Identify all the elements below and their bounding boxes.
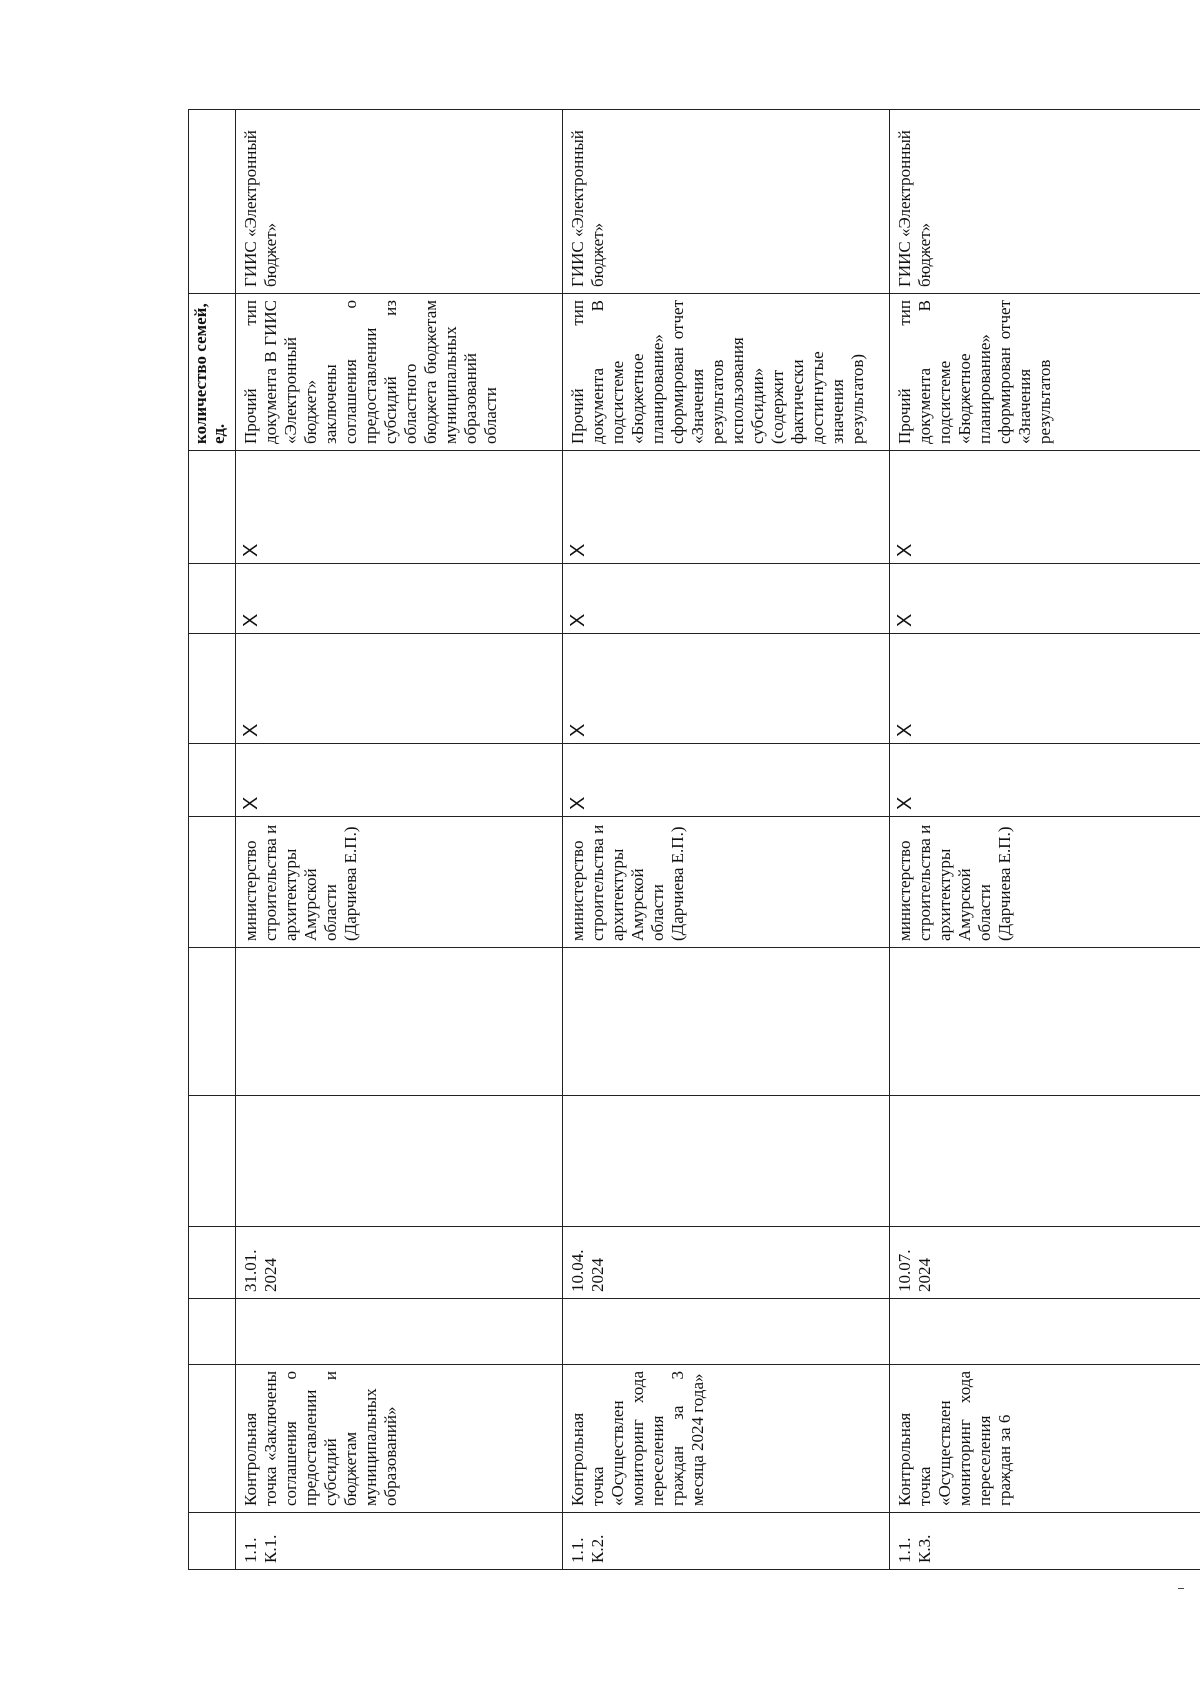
row-number: 1.1. К.3. [890, 1513, 1200, 1570]
information-system: ГИИС «Электронный бюджет» [563, 110, 890, 294]
header-cell [189, 634, 236, 744]
header-cell [189, 564, 236, 634]
x-mark: X [890, 451, 1200, 564]
x-mark: X [563, 634, 890, 744]
rotated-table-container [188, 110, 1088, 1570]
x-mark: X [236, 634, 563, 744]
table-row [236, 110, 563, 1570]
x-mark: X [563, 564, 890, 634]
table-row [890, 110, 1200, 1570]
plan-table [188, 109, 1200, 1570]
control-point-name: Контрольная точка «Осуществлен мониторинг хода переселения граждан за 6 [890, 1365, 1200, 1513]
empty-cell [563, 1096, 890, 1227]
empty-cell [890, 1299, 1200, 1365]
x-mark: X [890, 564, 1200, 634]
header-cell [189, 451, 236, 564]
table-row [563, 110, 890, 1570]
responsible-executor: министерство строительства и архитектуры Амурской области (Дарчиева Е.П.) [563, 817, 890, 948]
scan-artifact-dash [1178, 1588, 1184, 1589]
header-cell [189, 1299, 236, 1365]
control-point-name: Контрольная точка «Заключены соглашения о предоставлении субсидий и бюджетам муниципальных образований» [236, 1365, 563, 1513]
header-cell [189, 1096, 236, 1227]
deadline-date: 31.01. 2024 [236, 1227, 563, 1299]
document-type: Прочий тип документа В подсистеме «Бюджетное планирование» сформирован отчет «Значения результатов использования субсидии» (содержит фактически достигнутые значения результатов) [563, 294, 890, 451]
x-mark: X [563, 451, 890, 564]
deadline-date: 10.07. 2024 [890, 1227, 1200, 1299]
empty-cell [236, 948, 563, 1096]
x-mark: X [236, 744, 563, 817]
responsible-executor: министерство строительства и архитектуры Амурской области (Дарчиева Е.П.) [890, 817, 1200, 948]
information-system: ГИИС «Электронный бюджет» [236, 110, 563, 294]
empty-cell [563, 1299, 890, 1365]
empty-cell [563, 948, 890, 1096]
header-cell [189, 948, 236, 1096]
responsible-executor: министерство строительства и архитектуры Амурской области (Дарчиева Е.П.) [236, 817, 563, 948]
x-mark: X [236, 564, 563, 634]
header-cell [189, 1513, 236, 1570]
header-cell [189, 1227, 236, 1299]
header-cell [189, 744, 236, 817]
empty-cell [890, 948, 1200, 1096]
header-cell [189, 817, 236, 948]
row-number: 1.1. К.1. [236, 1513, 563, 1570]
x-mark: X [890, 744, 1200, 817]
document-type: Прочий тип документа В ГИИС «Электронный бюджет» заключены соглашения о предоставлении субсидий из областного бюджета бюджетам муниципальных образований области [236, 294, 563, 451]
information-system: ГИИС «Электронный бюджет» [890, 110, 1200, 294]
header-cell [189, 1365, 236, 1513]
x-mark: X [563, 744, 890, 817]
header-quantity-cell: количество семей, ед. [189, 294, 236, 451]
empty-cell [236, 1299, 563, 1365]
empty-cell [890, 1096, 1200, 1227]
x-mark: X [236, 451, 563, 564]
empty-cell [236, 1096, 563, 1227]
deadline-date: 10.04. 2024 [563, 1227, 890, 1299]
control-point-name: Контрольная точка «Осуществлен мониторинг хода переселения граждан за 3 месяца 2024 года» [563, 1365, 890, 1513]
row-number: 1.1. К.2. [563, 1513, 890, 1570]
x-mark: X [890, 634, 1200, 744]
header-cell [189, 110, 236, 294]
document-type: Прочий тип документа В подсистеме «Бюджетное планирование» сформирован отчет «Значения результатов [890, 294, 1200, 451]
table-header-row [189, 110, 236, 1570]
